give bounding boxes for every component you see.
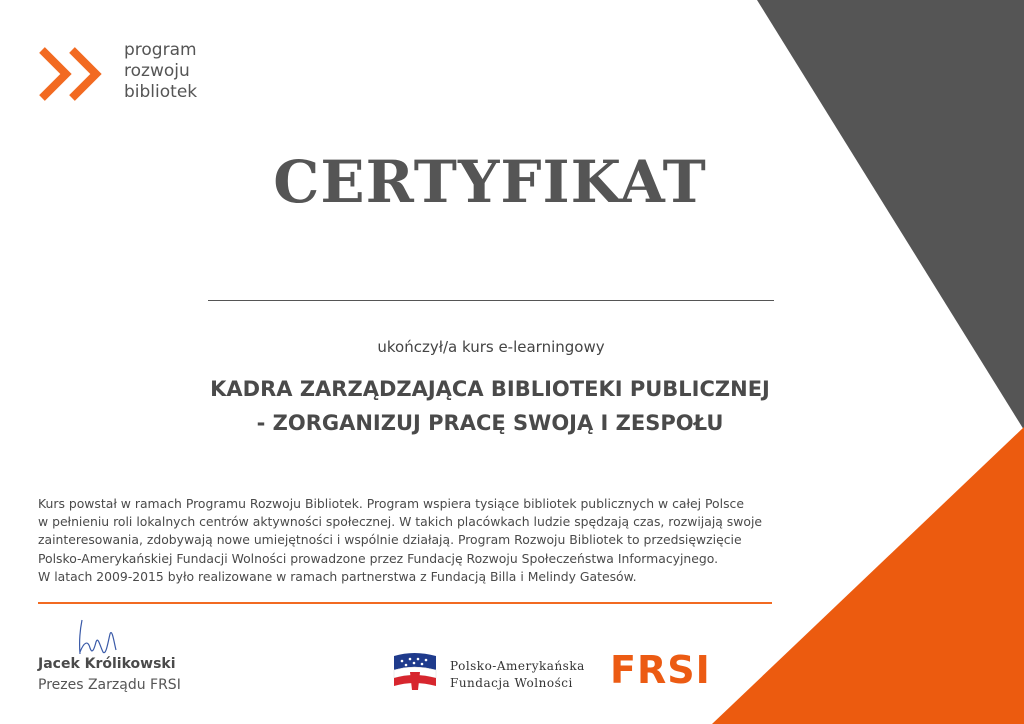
signatory-role: Prezes Zarządu FRSI [38,677,181,693]
program-description [38,495,798,586]
certificate-title: CERTYFIKAT [273,148,707,216]
pafw-name [450,658,585,692]
description-line: w pełnieniu roli lokalnych centrów aktywności społecznej. W takich placówkach ludzie spędzają czas, rozwijają swoje [38,514,763,530]
gray-corner-shape [757,0,1024,430]
double-chevron-icon [38,44,110,104]
course-title-line: - ZORGANIZUJ PRACĘ SWOJĄ I ZESPOŁU [256,411,724,435]
signatory-name: Jacek Królikowski [38,656,176,672]
description-line: Kurs powstał w ramach Programu Rozwoju Bibliotek. Program wspiera tysiące bibliotek publicznych w całej Polsce [38,496,744,511]
orange-divider [38,602,772,604]
handwritten-signature [70,612,130,662]
flag-emblem-icon [390,650,440,694]
pafw-line: Polsko-Amerykańska [450,659,585,673]
description-line: zainteresowania, zdobywają nowe umiejętności i wspólnie działają. Program Rozwoju Bibliotek to przedsięwzięcie [38,532,742,548]
pafw-logo [390,650,600,694]
logo-text: program rozwoju bibliotek [124,40,198,102]
description-line: W latach 2009-2015 było realizowane w ramach partnerstwa z Fundacją Billa i Melindy Gatesów. [38,568,637,584]
frsi-logo: FRSI [610,648,711,692]
description-line: Polsko-Amerykańskiej Fundacji Wolności prowadzone przez Fundację Rozwoju Społeczeństwa Informacyjnego. [38,550,719,566]
program-rozwoju-bibliotek-logo [38,40,218,104]
course-title-line: KADRA ZARZĄDZAJĄCA BIBLIOTEKI PUBLICZNEJ [210,377,770,401]
completed-course-text: ukończył/a kurs e-learningowy [377,338,605,356]
course-title [130,372,850,440]
pafw-line: Fundacja Wolności [450,676,573,690]
recipient-name-line [208,300,774,301]
